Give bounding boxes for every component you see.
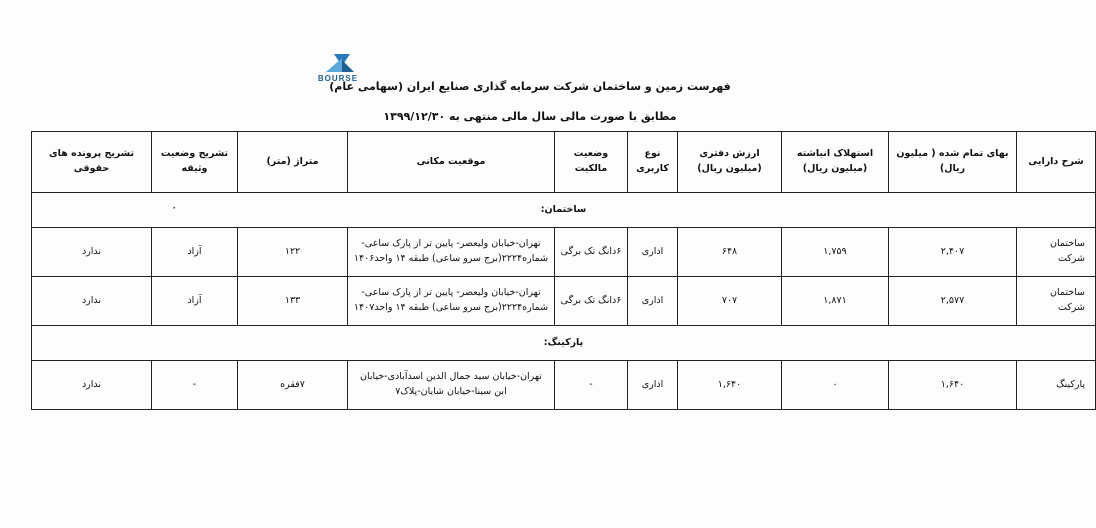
location-line-1: تهران-خیابان ولیعصر- پایین تر از پارک ساعی- [361,238,541,250]
cell-location [348,228,555,277]
location-line-2: ابن سینا-خیابان شایان-پلاک۷ [395,386,507,397]
header-usage: نوع کاربری [628,132,678,193]
cell-book-value: ۱,۶۴۰ [678,361,782,410]
cell-usage: اداری [628,361,678,410]
cell-collateral: - [152,361,238,410]
document-title: فهرست زمین و ساختمان شرکت سرمایه گذاری صنایع ایران (سهامی عام) [329,80,731,93]
section-title: ساختمان: [32,193,1096,228]
cell-location [348,277,555,326]
header-row [32,132,1096,193]
header-legal: تشریح پرونده های حقوقی [32,132,152,193]
location-line-2: شماره۲۲۲۴(برج سرو ساعی) طبقه ۱۴ واحد۱۴۰۷ [353,302,549,313]
header-depreciation: استهلاک انباشته (میلیون ریال) [782,132,889,193]
stray-mark: ٠ [171,200,178,214]
cell-usage: اداری [628,228,678,277]
location-line-1: تهران-خیابان سید جمال الدین اسدآبادی-خیابان [360,371,542,383]
cell-area: ۱۲۲ [238,228,348,277]
table-row [32,361,1096,410]
document-subtitle: مطابق با صورت مالی سال مالی منتهی به ۱۳۹۹/۱۲/۳۰ [383,110,677,123]
cell-depreciation: ۱,۷۵۹ [782,228,889,277]
section-row-parking [32,326,1096,361]
cell-legal: ندارد [32,228,152,277]
cell-collateral: آزاد [152,277,238,326]
cell-area: ۱۳۳ [238,277,348,326]
header-ownership: وضعیت مالکیت [555,132,628,193]
cell-description: ساختمان شرکت [1017,228,1096,277]
logo-text: BOURSE [317,74,359,83]
bourse-logo-icon [312,52,364,76]
header-cost: بهای تمام شده ( میلیون ریال) [889,132,1017,193]
cell-depreciation: ۱,۸۷۱ [782,277,889,326]
location-line-1: تهران-خیابان ولیعصر- پایین تر از پارک ساعی- [361,287,541,299]
header-book-value: ارزش دفتری (میلیون ریال) [678,132,782,193]
table-row [32,228,1096,277]
header-area: متراژ (متر) [238,132,348,193]
cell-area: ۷فقره [238,361,348,410]
cell-book-value: ۷۰۷ [678,277,782,326]
cell-ownership: ۶دانگ تک برگی [555,277,628,326]
cell-legal: ندارد [32,361,152,410]
cell-cost: ۲,۴۰۷ [889,228,1017,277]
cell-location [348,361,555,410]
cell-legal: ندارد [32,277,152,326]
cell-cost: ۲,۵۷۷ [889,277,1017,326]
table-row [32,277,1096,326]
header-description: شرح دارایی [1017,132,1096,193]
cell-description: ساختمان شرکت [1017,277,1096,326]
cell-cost: ۱,۶۴۰ [889,361,1017,410]
location-line-2: شماره۲۲۲۴(برج سرو ساعی) طبقه ۱۴ واحد۱۴۰۶ [353,253,549,264]
cell-description: پارکینگ [1017,361,1096,410]
header-location: موقعیت مکانی [348,132,555,193]
header-collateral: تشریح وضعیت وثیقه [152,132,238,193]
section-title: پارکینگ: [32,326,1096,361]
cell-usage: اداری [628,277,678,326]
cell-ownership: - [555,361,628,410]
cell-book-value: ۶۴۸ [678,228,782,277]
cell-collateral: آزاد [152,228,238,277]
section-row-building [32,193,1096,228]
asset-table [31,131,1096,410]
cell-ownership: ۶دانگ تک برگی [555,228,628,277]
cell-depreciation: ٠ [782,361,889,410]
